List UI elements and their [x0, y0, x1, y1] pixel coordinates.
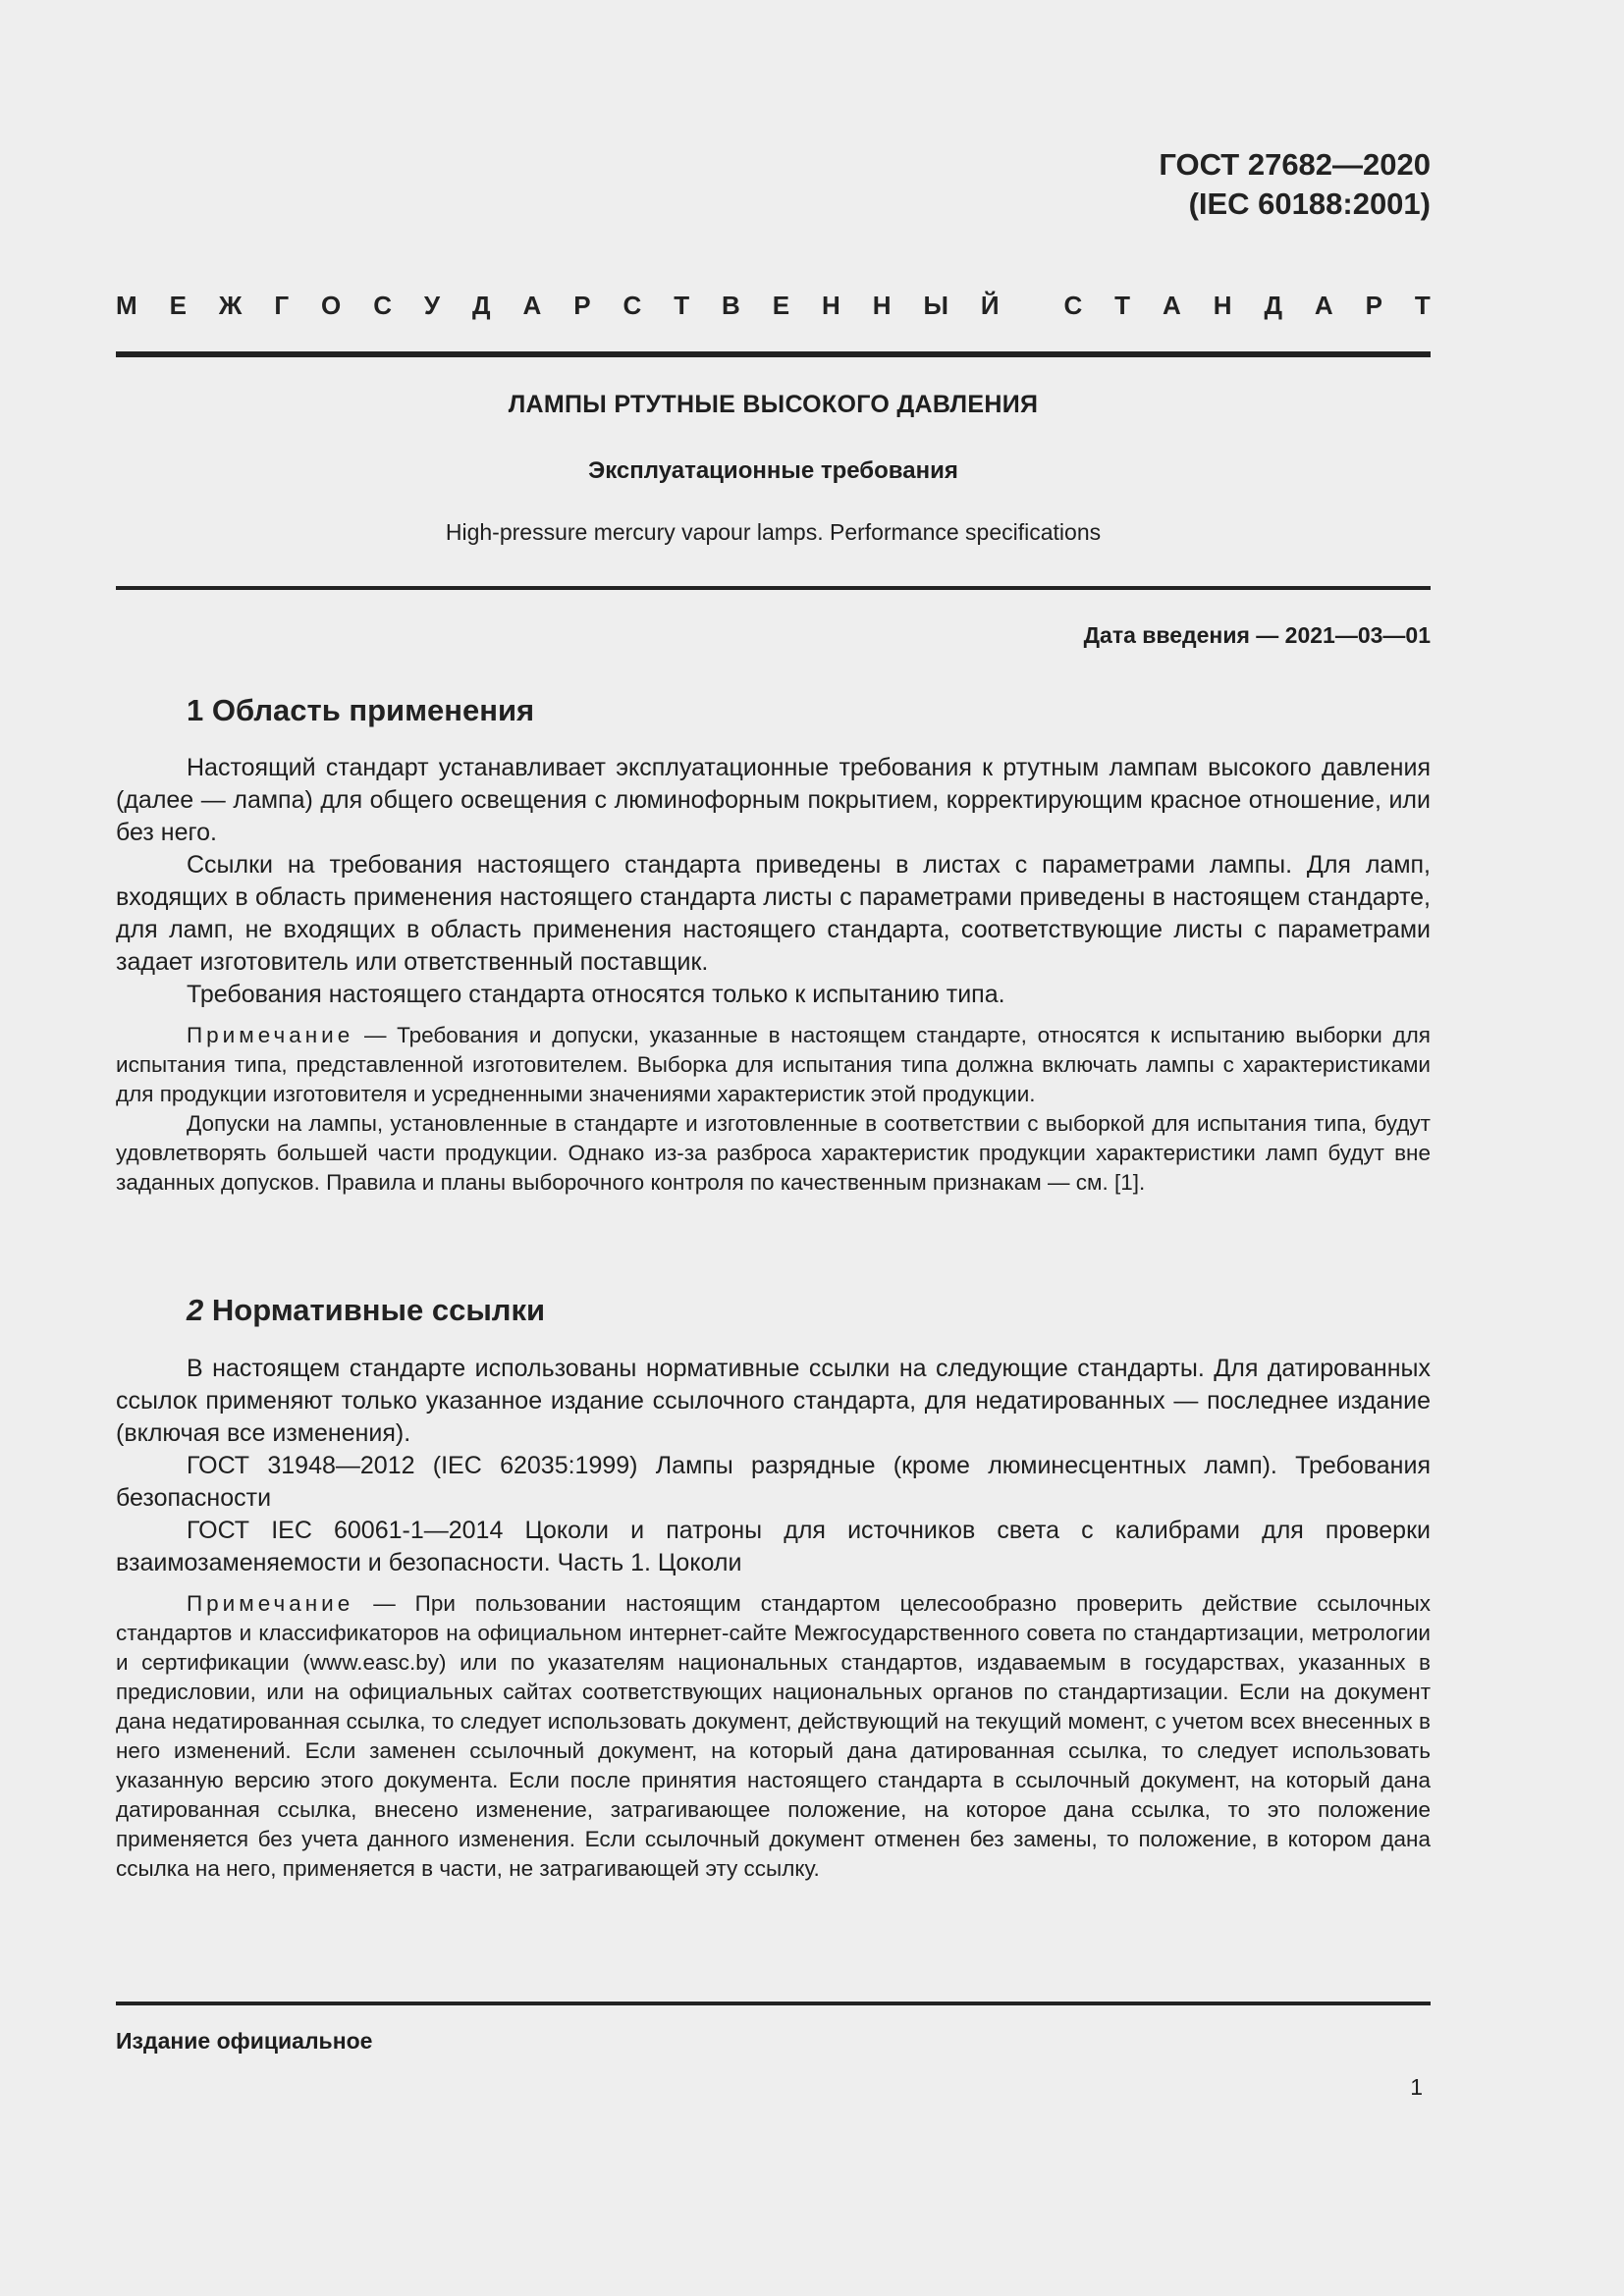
standard-type-letter: Ж: [218, 291, 243, 320]
title-divider: [116, 586, 1431, 590]
standard-type-letter: Е: [772, 291, 790, 320]
section-2-reference: ГОСТ IEC 60061-1—2014 Цоколи и патроны для источников света с калибрами для проверки взаимозаменяемости и безопасности. Часть 1. Цоколи: [116, 1517, 1431, 1576]
document-title: ЛАМПЫ РТУТНЫЕ ВЫСОКОГО ДАВЛЕНИЯ: [508, 391, 1039, 418]
standard-type-letter: О: [321, 291, 342, 320]
section-1-title: Область применения: [211, 693, 535, 727]
standard-type-letter: Е: [169, 291, 187, 320]
standard-type-letter: Н: [822, 291, 840, 320]
standard-type-letter: Т: [674, 291, 690, 320]
standard-type-letter: Д: [472, 291, 491, 320]
section-2-body: [116, 1353, 1431, 1884]
note-text: — Требования и допуски, указанные в настоящем стандарте, относятся к испытанию выборки для испытания типа, представленной изготовителем. Выборка для испытания типа должна включать лампы с характеристиками для продукции изготовителя и усредненными значениями характеристик этой продукции.: [116, 1023, 1431, 1106]
document-subtitle: Эксплуатационные требования: [588, 457, 958, 484]
section-1-paragraph: Требования настоящего стандарта относятся только к испытанию типа.: [187, 981, 1005, 1008]
document-code: [1159, 145, 1431, 224]
standard-type-letter: Д: [1264, 291, 1282, 320]
header-divider: [116, 351, 1431, 357]
note-label: Примечание: [187, 1023, 354, 1047]
standard-type-letter: Р: [573, 291, 591, 320]
standard-type-letter: М: [116, 291, 137, 320]
section-1-heading: [187, 691, 534, 730]
standard-type-letter: Р: [1365, 291, 1382, 320]
standard-type-letter: У: [423, 291, 441, 320]
edition-label: Издание официальное: [116, 2028, 373, 2054]
section-1-note: [116, 1021, 1431, 1109]
standard-type-letter: Н: [1213, 291, 1232, 320]
footer-divider: [116, 2002, 1431, 2005]
section-2-reference: ГОСТ 31948—2012 (IEC 62035:1999) Лампы разрядные (кроме люминесцентных ламп). Требования безопасности: [116, 1452, 1431, 1512]
standard-type-letter: Н: [872, 291, 892, 320]
section-2-paragraph: В настоящем стандарте использованы нормативные ссылки на следующие стандарты. Для датированных ссылок применяют только указанное издание ссылочного стандарта, для недатированных — последнее издание (включая все изменения).: [116, 1355, 1431, 1447]
standard-type-letter: В: [722, 291, 740, 320]
standard-type-letter: Т: [1114, 291, 1131, 320]
standard-type-letter: С: [373, 291, 392, 320]
section-1-number: 1: [187, 693, 204, 727]
document-title-english: High-pressure mercury vapour lamps. Performance specifications: [445, 519, 1102, 545]
standard-type-letter: А: [522, 291, 542, 320]
document-page: [116, 0, 1431, 2296]
standard-type-letter: Й: [980, 291, 1000, 320]
standard-type-letter: Г: [274, 291, 290, 320]
section-1-paragraph: Ссылки на требования настоящего стандарта приведены в листах с параметрами лампы. Для ламп, входящих в область применения настоящего стандарта листы с параметрами приведены в настоящем стандарте, для ламп, не входящих в область применения настоящего стандарта, соответствующие листы с параметрами задает изготовитель или ответственный поставщик.: [116, 851, 1431, 976]
section-1-note-paragraph: Допуски на лампы, установленные в стандарте и изготовленные в соответствии с выборкой для испытания типа, будут удовлетворять большей части продукции. Однако из-за разброса характеристик продукции характеристики ламп будут вне заданных допусков. Правила и планы выборочного контроля по качественным признакам — см. [1].: [116, 1111, 1431, 1195]
section-2-title: Нормативные ссылки: [211, 1293, 546, 1327]
section-2-heading: [187, 1291, 545, 1330]
document-code-line1: ГОСТ 27682—2020: [1159, 147, 1431, 182]
standard-type-heading: [116, 289, 1431, 322]
section-2-note: [116, 1589, 1431, 1884]
standard-type-letter: А: [1163, 291, 1181, 320]
standard-type-letter: Т: [1414, 291, 1431, 320]
note-label: Примечание: [187, 1591, 354, 1616]
section-1-paragraph: Настоящий стандарт устанавливает эксплуатационные требования к ртутным лампам высокого давления (далее — лампа) для общего освещения с люминофорным покрытием, корректирующим красное отношение, или без него.: [116, 754, 1431, 846]
standard-type-letter: А: [1314, 291, 1333, 320]
standard-type-letter: Ы: [923, 291, 948, 320]
document-code-line2: (IEC 60188:2001): [1188, 187, 1431, 221]
standard-type-letter: С: [623, 291, 642, 320]
section-2-number: 2: [187, 1293, 204, 1327]
standard-type-letter: С: [1063, 291, 1083, 320]
page-number: 1: [1410, 2074, 1423, 2100]
note-text: — При пользовании настоящим стандартом целесообразно проверить действие ссылочных стандартов и классификаторов на официальном интернет-сайте Межгосударственного совета по стандартизации, метрологии и сертификации (www.easc.by) или по указателям национальных стандартов, издаваемым в государствах, указанных в предисловии, или на официальных сайтах соответствующих национальных органов по стандартизации. Если на документ дана недатированная ссылка, то следует использовать документ, действующий на текущий момент, с учетом всех внесенных в него изменений. Если заменен ссылочный документ, на который дана датированная ссылка, то следует использовать указанную версию этого документа. Если после принятия настоящего стандарта в ссылочный документ, на который дана датированная ссылка, внесено изменение, затрагивающее положение, на которое дана ссылка, то это положение применяется без учета данного изменения. Если ссылочный документ отменен без замены, то положение, в котором дана ссылка на него, применяется в части, не затрагивающей эту ссылку.: [116, 1591, 1431, 1881]
section-1-body: [116, 752, 1431, 1198]
effective-date: Дата введения — 2021—03—01: [1083, 622, 1431, 648]
